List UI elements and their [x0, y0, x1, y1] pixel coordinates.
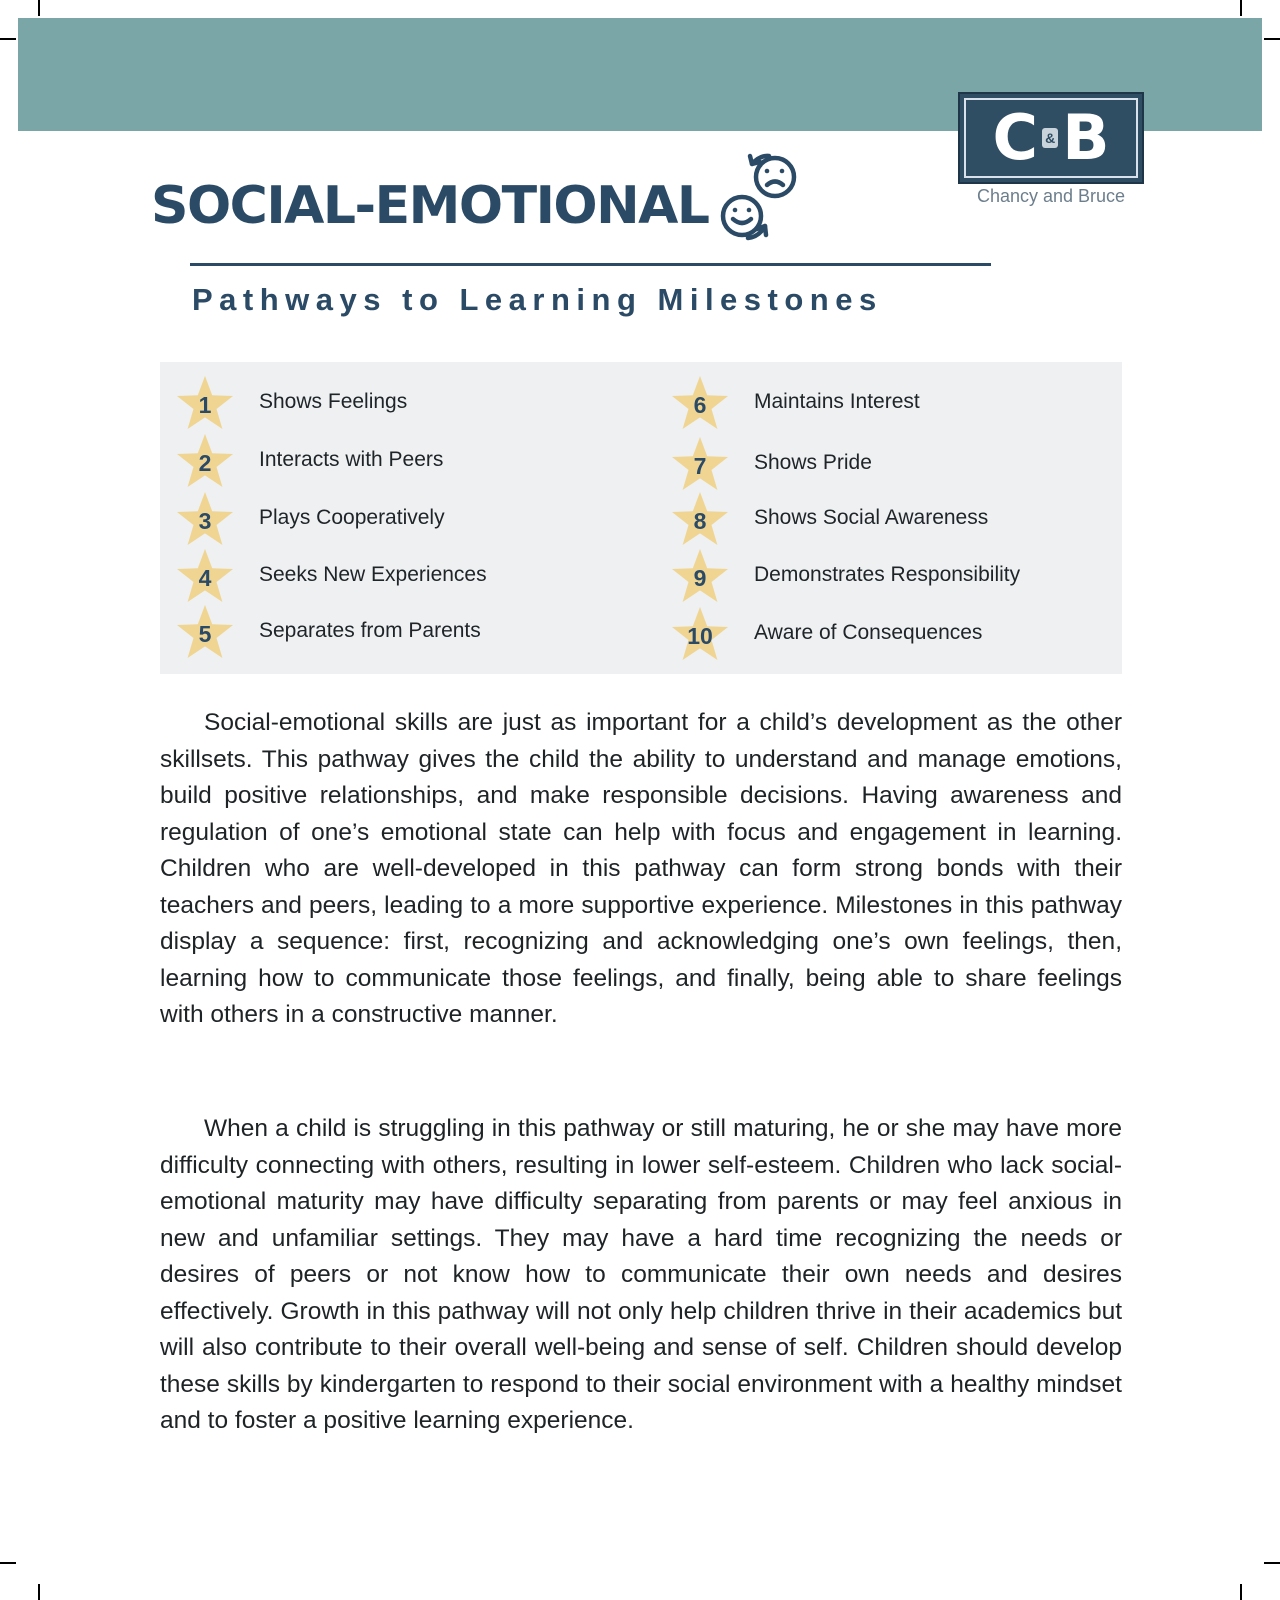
crop-mark — [0, 38, 16, 40]
crop-mark — [1240, 1584, 1242, 1600]
logo-ampersand: & — [1042, 128, 1058, 148]
milestone-number: 6 — [693, 392, 707, 418]
milestone-label: Separates from Parents — [259, 619, 481, 642]
paragraph-text: Social-emotional skills are just as important for a child’s development as the other skillsets. This pathway gives the child the ability to understand and manage emotions, build positive relationships, and make responsible decisions. Having awareness and regulation of one’s emotional state can help with focus and engagement in learning. Children who are well-developed in this pathway can form strong bonds with their teachers and peers, leading to a more supportive experience. Milestones in this pathway display a sequence: first, recognizing and acknowledging one’s own feelings, then, learning how to communicate those feelings, and finally, being able to share feelings with others in a constructive manner. — [160, 709, 1122, 1028]
milestone-label: Shows Social Awareness — [754, 506, 989, 529]
milestone-label: Maintains Interest — [754, 390, 920, 413]
milestone-label: Seeks New Experiences — [259, 563, 487, 586]
milestone-label: Demonstrates Responsibility — [754, 563, 1021, 586]
milestone-label: Plays Cooperatively — [259, 506, 445, 529]
milestone-number: 5 — [198, 621, 212, 647]
logo-letter-c: C — [992, 101, 1039, 174]
title-divider — [190, 263, 991, 266]
milestone-number: 1 — [198, 392, 212, 418]
milestone-number: 4 — [198, 565, 212, 591]
milestone-label: Shows Feelings — [259, 390, 408, 413]
milestone-number: 2 — [198, 450, 212, 476]
logo-letter-b: B — [1062, 101, 1110, 174]
brand-logo — [958, 92, 1144, 184]
paragraph-text: When a child is struggling in this pathway or still maturing, he or she may have more difficulty connecting with others, resulting in lower self-esteem. Children who lack social-emotional maturity may have difficulty separating from parents or may feel anxious in new and unfamiliar settings. They may have a hard time recognizing the needs or desires of peers or not know how to communicate their own needs and desires effectively. Growth in this pathway will not only help children thrive in their academics but will also contribute to their overall well-being and sense of self. Children should develop these skills by kindergarten to respond to their social environment with a healthy mindset and to foster a positive learning experience. — [160, 1115, 1122, 1434]
milestone-label: Interacts with Peers — [259, 448, 444, 471]
milestone-number: 10 — [687, 623, 713, 649]
milestone-label: Shows Pride — [754, 451, 872, 474]
crop-mark — [38, 1584, 40, 1600]
crop-mark — [1264, 38, 1280, 40]
body-paragraph-1 — [160, 705, 1122, 1034]
emotions-cycle-icon — [712, 150, 812, 250]
milestone-number: 7 — [693, 453, 707, 479]
page-title: SOCIAL-EMOTIONAL — [151, 176, 709, 236]
milestone-label: Aware of Consequences — [754, 621, 983, 644]
crop-mark — [38, 0, 40, 16]
crop-mark — [1264, 1562, 1280, 1564]
page-subtitle: Pathways to Learning Milestones — [192, 282, 883, 317]
crop-mark — [1240, 0, 1242, 16]
logo-caption: Chancy and Bruce — [976, 186, 1126, 206]
logo-frame — [964, 98, 1138, 178]
milestone-number: 3 — [198, 508, 212, 534]
milestone-number: 8 — [693, 508, 707, 534]
milestone-number: 9 — [693, 565, 707, 591]
body-paragraph-2 — [160, 1111, 1122, 1440]
crop-mark — [0, 1562, 16, 1564]
